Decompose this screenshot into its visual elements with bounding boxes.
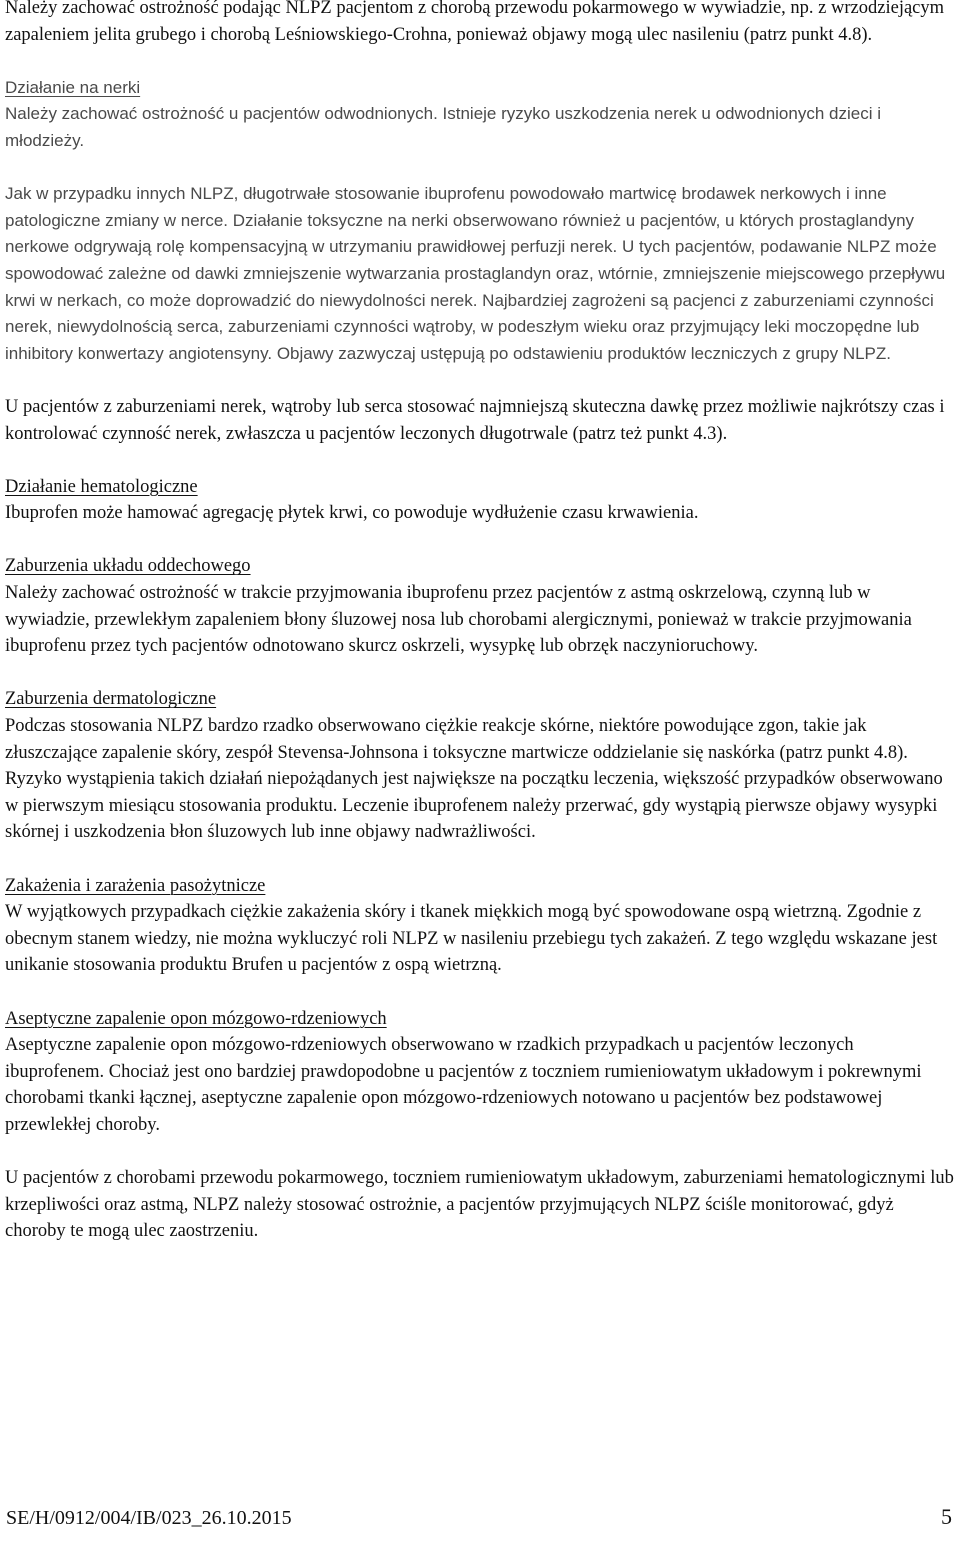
intro-paragraph: Należy zachować ostrożność podając NLPZ pacjentom z chorobą przewodu pokarmowego w wywiadzie, np. z wrzodziejącym zapaleniem jelita grubego i chorobą Leśniowskiego-Crohna, ponieważ objawy mogą ulec nasileniu (patrz punkt 4.8). <box>5 0 945 45</box>
kidney-paragraph-2: Jak w przypadku innych NLPZ, długotrwałe stosowanie ibuprofenu powodowało martwicę brodawek nerkowych i inne patologiczne zmiany w nerce. Działanie toksyczne na nerki obserwowano również u pacjentów, u których prostaglandyny nerkowe odgrywają rolę kompensacyjną w utrzymaniu prawidłowej perfuzji nerek. U tych pacjentów, podawanie NLPZ może spowodować zależne od dawki zmniejszenie wytwarzania prostaglandyn oraz, wtórnie, zmniejszenie miejscowego przepływu krwi w nerkach, co może doprowadzić do niewydolności nerek. Najbardziej zagrożeni są pacjenci z zaburzeniami czynności nerek, niewydolnością serca, zaburzeniami czynności wątroby, w podeszłym wieku oraz przyjmujący leki moczopędne lub inhibitory konwertazy angiotensyny. Objawy zazwyczaj ustępują po odstawieniu produktów leczniczych z grupy NLPZ. <box>5 184 946 363</box>
meningitis-heading: Aseptyczne zapalenie opon mózgowo-rdzeniowych <box>5 1008 387 1029</box>
hematologic-section <box>5 474 957 527</box>
infections-section <box>5 873 957 979</box>
respiratory-text: Należy zachować ostrożność w trakcie przyjmowania ibuprofenu przez pacjentów z astmą oskrzelową, czynną lub w wywiadzie, przewlekłym zapaleniem błony śluzowej nosa lub chorobami alergicznymi, ponieważ w trakcie przyjmowania ibuprofenu przez tych pacjentów odnotowano skurcz oskrzeli, wysypkę lub obrzęk naczynioruchowy. <box>5 583 912 657</box>
dermatologic-text: Podczas stosowania NLPZ bardzo rzadko obserwowano ciężkie reakcje skórne, niektóre powodujące zgon, takie jak złuszczające zapalenie skóry, zespół Stevensa-Johnsona i toksyczne martwicze oddzielanie się naskórka (patrz punkt 4.8). Ryzyko wystąpienia takich działań niepożądanych jest największe na początku leczenia, większość przypadków obserwowano w pierwszym miesiącu stosowania produktu. Leczenie ibuprofenem należy przerwać, gdy wystąpią pierwsze objawy wysypki skórnej i uszkodzenia błon śluzowych lub inne objawy nadwrażliwości. <box>5 716 943 843</box>
closing-paragraph: U pacjentów z chorobami przewodu pokarmowego, toczniem rumieniowatym układowym, zaburzeniami hematologicznymi lub krzepliwości oraz astmą, NLPZ należy stosować ostrożnie, a pacjentów przyjmujących NLPZ ściśle monitorować, gdyż choroby te mogą ulec zaostrzeniu. <box>5 1168 954 1242</box>
hematologic-heading: Działanie hematologiczne <box>5 476 198 497</box>
dermatologic-heading: Zaburzenia dermatologiczne <box>5 689 217 710</box>
dermatologic-section <box>5 686 957 846</box>
document-reference-code: SE/H/0912/004/IB/023_26.10.2015 <box>6 1507 292 1529</box>
infections-heading: Zakażenia i zarażenia pasożytnicze <box>5 875 266 896</box>
kidney-text-b: Istnieje ryzyko uszkodzenia nerek u odwodnionych dzieci i młodzieży. <box>5 104 881 150</box>
meningitis-section <box>5 1006 957 1139</box>
kidney-text-a: Należy zachować ostrożność u pacjentów odwodnionych. <box>5 104 438 124</box>
respiratory-heading: Zaburzenia układu oddechowego <box>5 556 251 577</box>
kidney-heading: Działanie na nerki <box>5 77 141 97</box>
kidney-section <box>5 75 957 155</box>
kidney-paragraph-3: U pacjentów z zaburzeniami nerek, wątroby lub serca stosować najmniejszą skuteczna dawkę przez możliwie najkrótszy czas i kontrolować czynność nerek, zwłaszcza u pacjentów leczonych długotrwale (patrz też punkt 4.3). <box>5 396 945 444</box>
infections-text: W wyjątkowych przypadkach ciężkie zakażenia skóry i tkanek miękkich mogą być spowodowane ospą wietrzną. Zgodnie z obecnym stanem wiedzy, nie można wykluczyć roli NLPZ w nasileniu przebiegu tych zakażeń. Z tego względu wskazane jest unikanie stosowania produktu Brufen u pacjentów z ospą wietrzną. <box>5 902 938 976</box>
respiratory-section <box>5 553 957 659</box>
document-body <box>5 0 957 1272</box>
page-number: 5 <box>941 1504 952 1529</box>
meningitis-text: Aseptyczne zapalenie opon mózgowo-rdzeniowych obserwowano w rzadkich przypadkach u pacjentów leczonych ibuprofenem. Chociaż jest ono bardziej prawdopodobne u pacjentów z toczniem rumieniowatym układowym i pokrewnymi chorobami tkanki łącznej, aseptyczne zapalenie opon mózgowo-rdzeniowych notowano u pacjentów bez podstawowej przewlekłej choroby. <box>5 1035 922 1135</box>
hematologic-text: Ibuprofen może hamować agregację płytek krwi, co powoduje wydłużenie czasu krwawienia. <box>5 503 699 524</box>
